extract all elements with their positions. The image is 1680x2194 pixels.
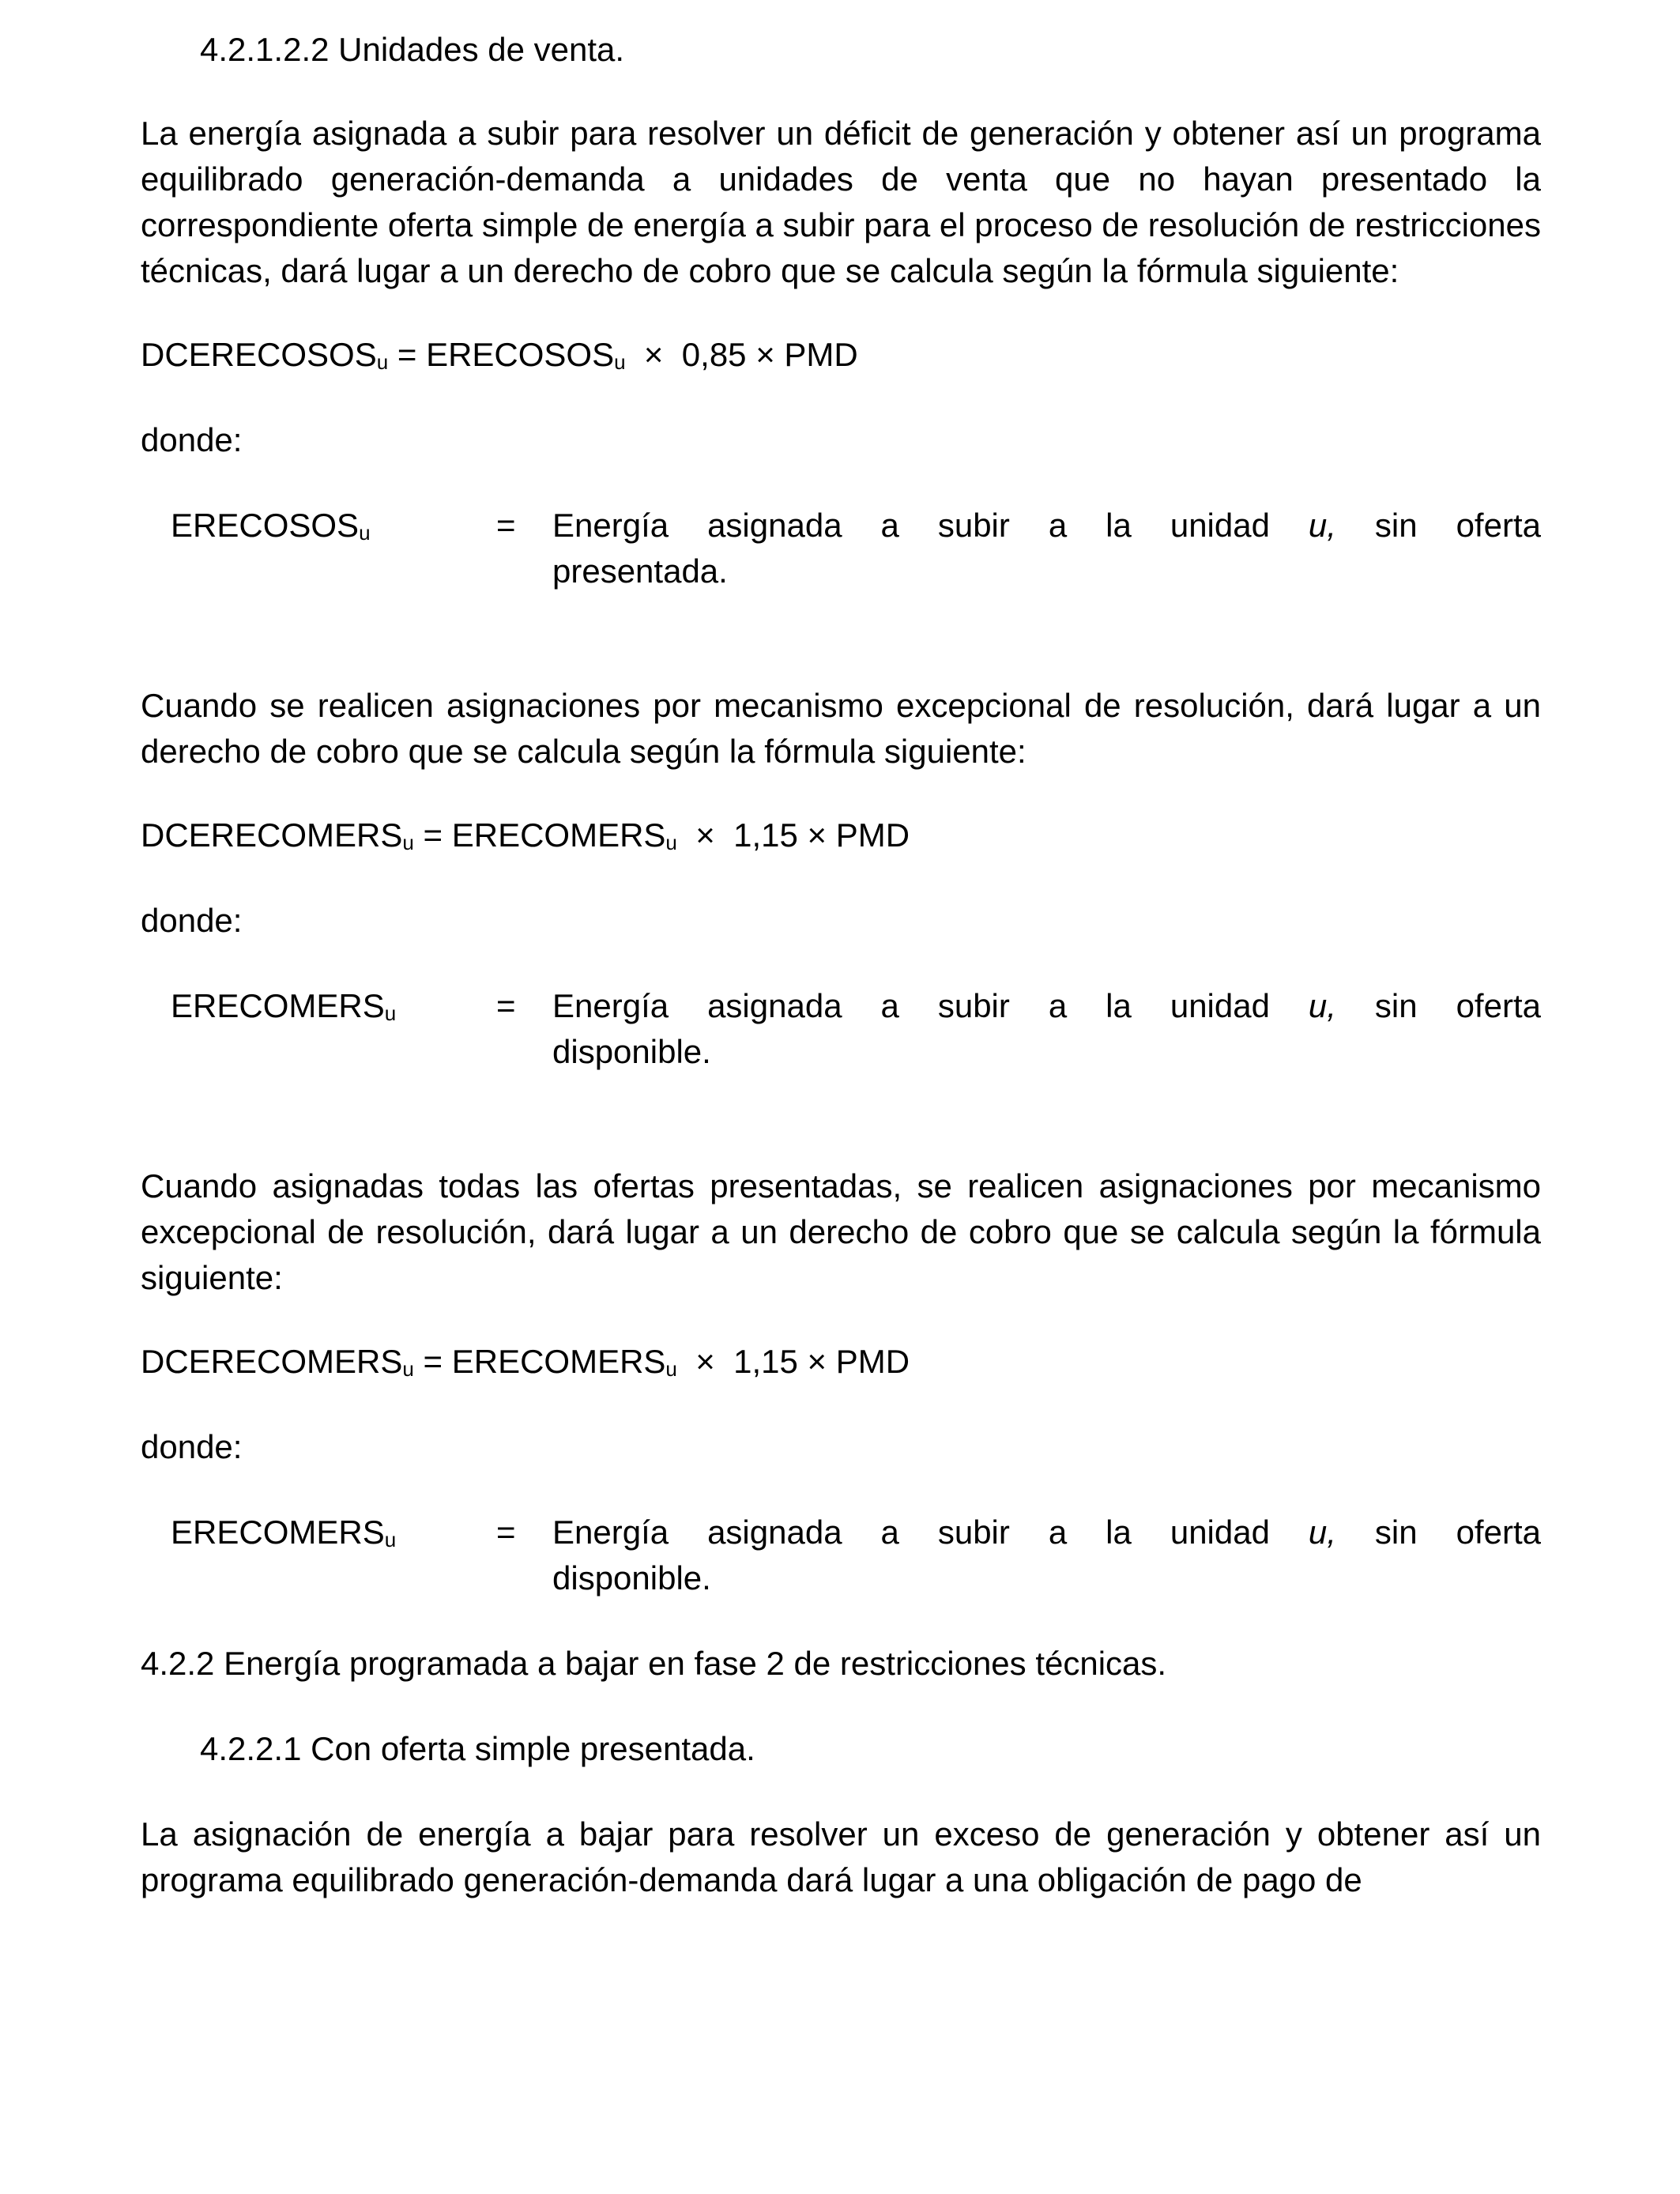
- paragraph-mecanismo-excepcional: Cuando se realicen asignaciones por mecanismo excepcional de resolución, dará lugar a un derecho de cobro que se calcula según la fórmula siguiente:: [141, 687, 1541, 770]
- formula-equals: =: [413, 1343, 452, 1380]
- formula-rhs-subscript: u: [665, 1357, 677, 1381]
- desc-variable: u,: [1308, 1514, 1336, 1551]
- formula-rhs: ERECOMERS: [451, 816, 666, 854]
- desc-start: Energía asignada a subir a la unidad: [552, 507, 1309, 544]
- formula-rhs-subscript: u: [665, 831, 677, 854]
- formula-tail: × 0,85 × PMD: [625, 336, 858, 373]
- formula-equals: =: [388, 336, 427, 373]
- description-line-2: disponible.: [552, 1559, 711, 1596]
- term-subscript: u: [384, 1001, 397, 1025]
- term-name: ERECOSOS: [171, 507, 360, 544]
- term-subscript: u: [359, 521, 371, 545]
- desc-end: sin oferta: [1335, 507, 1541, 544]
- paragraph-asignadas-todas: Cuando asignadas todas las ofertas presentadas, se realicen asignaciones por mecanismo excepcional de resolución, dará lugar a un derecho de cobro que se calcula según la fórmula siguiente:: [141, 1167, 1541, 1296]
- section-heading-4-2-2-1: 4.2.2.1 Con oferta simple presentada.: [200, 1730, 755, 1767]
- definition-description: [552, 503, 1541, 594]
- definition-equals: =: [496, 1514, 516, 1551]
- formula-dcerecomers-2: [141, 1339, 1541, 1385]
- term-name: ERECOMERS: [171, 1514, 385, 1551]
- desc-end: sin oferta: [1335, 1514, 1541, 1551]
- donde-label: donde:: [141, 421, 243, 458]
- description-line-2: presentada.: [552, 552, 728, 590]
- desc-end: sin oferta: [1335, 987, 1541, 1024]
- formula-rhs: ERECOSOS: [426, 336, 615, 373]
- paragraph-unidades-venta: La energía asignada a subir para resolver un déficit de generación y obtener así un programa equilibrado generación-demanda a unidades de venta que no hayan presentado la correspondiente oferta simple de energía a subir para el proceso de resolución de restricciones técnicas, dará lugar a un derecho de cobro que se calcula según la fórmula siguiente:: [141, 115, 1541, 289]
- definition-term: [141, 983, 496, 1029]
- formula-lhs: DCERECOSOS: [141, 336, 377, 373]
- definition-equals: =: [496, 987, 516, 1024]
- formula-equals: =: [413, 816, 452, 854]
- section-heading-4-2-2: 4.2.2 Energía programada a bajar en fase 2 de restricciones técnicas.: [141, 1645, 1167, 1682]
- formula-rhs-subscript: u: [614, 350, 626, 374]
- formula-dcerecomers-1: [141, 812, 1541, 858]
- formula-lhs-subscript: u: [402, 831, 414, 854]
- formula-rhs: ERECOMERS: [451, 1343, 666, 1380]
- definition-term: [141, 1510, 496, 1555]
- donde-label: donde:: [141, 1428, 243, 1465]
- formula-lhs: DCERECOMERS: [141, 1343, 403, 1380]
- desc-variable: u,: [1308, 507, 1336, 544]
- description-line-2: disponible.: [552, 1033, 711, 1070]
- description-line-1: [552, 1510, 1541, 1555]
- definition-description: [552, 1510, 1541, 1601]
- definition-erecomers-1: [141, 983, 1541, 1075]
- formula-tail: × 1,15 × PMD: [676, 816, 910, 854]
- definition-erecomers-2: [141, 1510, 1541, 1601]
- description-line-1: [552, 503, 1541, 548]
- formula-dcerecosos: [141, 332, 1541, 378]
- formula-lhs-subscript: u: [402, 1357, 414, 1381]
- donde-label: donde:: [141, 902, 243, 939]
- formula-tail: × 1,15 × PMD: [676, 1343, 910, 1380]
- formula-lhs: DCERECOMERS: [141, 816, 403, 854]
- desc-start: Energía asignada a subir a la unidad: [552, 987, 1309, 1024]
- desc-variable: u,: [1308, 987, 1336, 1024]
- definition-erecosos: [141, 503, 1541, 594]
- document-page: [141, 27, 1541, 1903]
- definition-term: [141, 503, 496, 548]
- definition-equals: =: [496, 507, 516, 544]
- definition-description: [552, 983, 1541, 1075]
- formula-lhs-subscript: u: [376, 350, 389, 374]
- term-subscript: u: [384, 1528, 397, 1551]
- paragraph-asignacion-bajar: La asignación de energía a bajar para resolver un exceso de generación y obtener así un programa equilibrado generación-demanda dará lugar a una obligación de pago de: [141, 1815, 1541, 1898]
- term-name: ERECOMERS: [171, 987, 385, 1024]
- description-line-1: [552, 983, 1541, 1029]
- section-heading-4-2-1-2-2: 4.2.1.2.2 Unidades de venta.: [200, 31, 625, 68]
- desc-start: Energía asignada a subir a la unidad: [552, 1514, 1309, 1551]
